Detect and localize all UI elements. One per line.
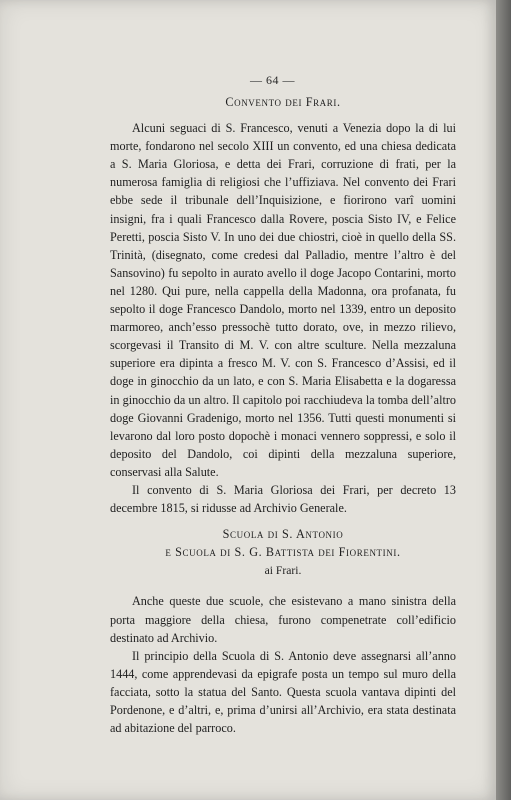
paragraph: Il convento di S. Maria Gloriosa dei Frari, per decreto 13 decembre 1815, si ridusse ad Archivio Generale. <box>110 482 456 516</box>
page-number: — 64 — <box>250 73 295 87</box>
paragraph: Alcuni seguaci di S. Francesco, venuti a Venezia dopo la di lui morte, fondarono nel secolo XIII un convento, ed una chiesa dedicata a S. Maria Gloriosa, e detta dei Frari, corruzione di frati, per la numerosa famiglia di religiosi che l’uffiziava. Nel convento dei Frari ebbe sede il tribunale dell’Inquisizione, e fiorirono varî uomini insigni, fra i quali Francesco dalla Rovere, poscia Sisto IV, e Felice Peretti, poscia Sisto V. In uno dei due chiostri, cioè in quello della SS. Trinità, (disegnato, come credesi dal Palladio, mentre l’altro è del Sansovino) fu sepolto in aurato avello il doge Jacopo Contarini, morto nel 1280. Qui pure, nella cappella della Madonna, ora profanata, fu sepolto il doge Francesco Dandolo, morto nel 1339, entro un deposito marmoreo, anch’esso pressochè tutto dorato, ove, in mezzo rilievo, scorgevasi il Transito di M. V. con altre sculture. Nella mezzaluna superiore era dipinta a fresco M. V. con S. Francesco d’Assisi, ed il doge in ginocchio da un lato, e con S. Maria Elisabetta e la dogaressa in ginocchio da un altro. Il capitolo poi racchiudeva la tomba dell’altro doge Giovanni Gradenigo, morto nel 1356. Tutti questi monumenti si levarono dal loro posto dopochè i monaci vennero soppressi, e solo il deposito del Dandolo, coi dipinti della mezzaluna superiore, conservasi alla Salute. <box>110 121 456 479</box>
page-content <box>110 93 456 737</box>
book-spine-edge <box>496 0 511 800</box>
section-subtitle: ai Frari. <box>264 564 302 578</box>
section-title-convento: Convento dei Frari. <box>225 95 341 109</box>
section-title-scuola-line1: Scuola di S. Antonio <box>222 527 344 542</box>
paragraph: Il principio della Scuola di S. Antonio deve assegnarsi all’anno 1444, come apprendevasi da epigrafe posta un tempo sul muro della facciata, sotto la statua del Santo. Questa scuola vantava dipinti del Pordenone, e d’altri, e, prima d’unirsi all’Archivio, era stata destinata ad abitazione del parroco. <box>110 648 456 736</box>
paragraph: Anche queste due scuole, che esistevano a mano sinistra della porta maggiore della chiesa, furono compenetrate coll’edificio destinato ad Archivio. <box>110 594 456 645</box>
section-title-scuola-line2: e Scuola di S. G. Battista dei Fiorentini. <box>165 545 401 560</box>
